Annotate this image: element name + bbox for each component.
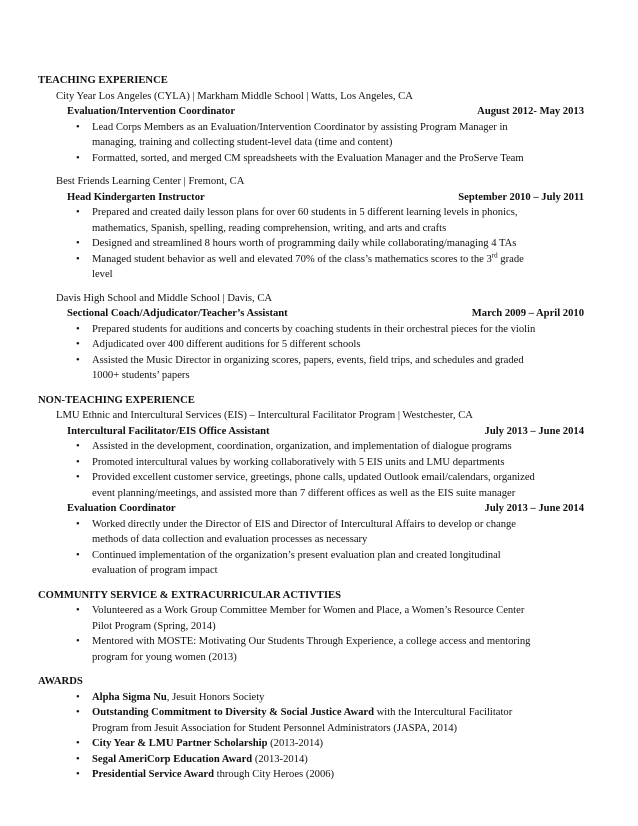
list-item [38, 470, 584, 501]
job-dates: September 2010 – July 2011 [458, 191, 584, 203]
bullet-icon: • [76, 753, 80, 765]
award-detail: with the Intercultural Facilitator [374, 707, 513, 718]
award-detail: , Jesuit Honors Society [166, 691, 265, 703]
list-item [38, 767, 584, 783]
list-item [38, 705, 584, 736]
award-name: Alpha Sigma Nu [92, 691, 167, 703]
bullet-icon: • [76, 323, 80, 335]
award-line [92, 705, 584, 721]
list-item [38, 252, 584, 283]
bullet-text: Lead Corps Members as an Evaluation/Intervention Coordinator by assisting Program Manager in [92, 121, 508, 133]
bullet-text-main: Managed student behavior as well and elevated 70% of the class’s mathematics scores to the 3 [92, 253, 492, 265]
job-role-row [38, 424, 584, 440]
bullet-text: Pilot Program (Spring, 2014) [92, 620, 216, 632]
community-bullets [38, 603, 584, 665]
job-org: City Year Los Angeles (CYLA) | Markham Middle School | Watts, Los Angeles, CA [56, 90, 413, 102]
job-title: Evaluation Coordinator [67, 503, 176, 514]
award-line [92, 736, 584, 752]
job-role-row [38, 501, 584, 517]
bullet-icon: • [76, 738, 80, 749]
awards-heading: AWARDS [38, 676, 83, 687]
bullet-text: Formatted, sorted, and merged CM spreadsheets with the Evaluation Manager and the ProServe Team [92, 152, 524, 164]
list-item [38, 337, 584, 353]
teaching-heading: TEACHING EXPERIENCE [38, 75, 168, 86]
bullet-icon: • [76, 253, 80, 265]
bullet-icon: • [76, 472, 80, 483]
award-line [92, 690, 584, 706]
list-item [38, 548, 584, 579]
list-item [38, 439, 584, 455]
award-name: Segal AmeriCorp Education Award [92, 753, 253, 765]
job-role-row [38, 104, 584, 120]
award-detail: (2013-2014) [267, 738, 324, 749]
bullet-text: Volunteered as a Work Group Committee Member for Women and Place, a Women’s Resource Center [92, 605, 525, 616]
award-detail: (2013-2014) [252, 753, 308, 765]
job-org: Best Friends Learning Center | Fremont, CA [56, 176, 245, 187]
resume-page [38, 73, 584, 783]
job-org: LMU Ethnic and Intercultural Services (EIS) – Intercultural Facilitator Program | Westchester, CA [56, 410, 473, 421]
bullet-icon: • [76, 152, 80, 164]
bullet-icon: • [76, 707, 80, 718]
bullet-text: Prepared and created daily lesson plans for over 60 students in 5 different learning levels in phonics, [92, 207, 518, 218]
bullet-icon: • [76, 238, 80, 249]
award-detail: through City Heroes (2006) [214, 769, 335, 780]
ordinal-suffix: rd [491, 250, 498, 259]
bullet-text: Promoted intercultural values by working collaboratively with 5 EIS units and LMU departments [92, 456, 505, 468]
award-name: Outstanding Commitment to Diversity & Social Justice Award [92, 707, 374, 718]
list-item [38, 236, 584, 252]
bullet-icon: • [76, 354, 80, 366]
job-bullets [38, 322, 584, 384]
list-item [38, 736, 584, 752]
community-heading: COMMUNITY SERVICE & EXTRACURRICULAR ACTIVTIES [38, 589, 341, 601]
bullet-icon: • [76, 339, 80, 350]
award-line [92, 752, 584, 768]
job-role-row [38, 306, 584, 322]
job-dates: July 2013 – June 2014 [484, 503, 584, 514]
bullet-text: 1000+ students’ papers [92, 370, 190, 381]
bullet-text-tail: grade [497, 253, 524, 265]
job-bullets [38, 120, 584, 167]
bullet-text: Mentored with MOSTE: Motivating Our Students Through Experience, a college access and mentoring [92, 636, 531, 647]
bullet-icon: • [76, 636, 80, 647]
bullet-text: evaluation of program impact [92, 565, 218, 576]
bullet-text: Provided excellent customer service, greetings, phone calls, updated Outlook email/calendars, organized [92, 472, 535, 483]
bullet-text: Designed and streamlined 8 hours worth of programming daily while collaborating/managing 4 TAs [92, 238, 517, 249]
list-item [38, 455, 584, 471]
bullet-text: event planning/meetings, and assisted more than 7 different offices as well as the EIS suite manager [92, 487, 516, 499]
job-bullets [38, 439, 584, 501]
bullet-text: Continued implementation of the organization’s present evaluation plan and created longitudinal [92, 549, 501, 561]
list-item [38, 205, 584, 236]
list-item [38, 322, 584, 338]
list-item [38, 353, 584, 384]
bullet-text: level [92, 269, 113, 280]
list-item [38, 517, 584, 548]
list-item [38, 634, 584, 665]
awards-list [38, 690, 584, 783]
bullet-icon: • [76, 207, 80, 218]
bullet-text: mathematics, Spanish, spelling, reading comprehension, writing, and arts and crafts [92, 222, 447, 234]
list-item [38, 752, 584, 768]
bullet-text: Prepared students for auditions and concerts by coaching students in their orchestral pieces for the violin [92, 323, 536, 335]
bullet-text: managing, training and collecting student-level data (time and content) [92, 137, 393, 148]
list-item [38, 151, 584, 167]
list-item [38, 120, 584, 151]
job-title: Evaluation/Intervention Coordinator [67, 106, 236, 117]
job-dates: July 2013 – June 2014 [484, 425, 584, 437]
list-item [38, 603, 584, 634]
bullet-text: Assisted in the development, coordination, organization, and implementation of dialogue programs [92, 441, 512, 452]
job-title: Intercultural Facilitator/EIS Office Assistant [67, 425, 270, 437]
bullet-icon: • [76, 121, 80, 133]
job-bullets [38, 205, 584, 283]
bullet-text: Assisted the Music Director in organizing scores, papers, events, field trips, and schedules and graded [92, 354, 524, 366]
bullet-text: Worked directly under the Director of EIS and Director of Intercultural Affairs to develop or change [92, 518, 517, 530]
job-bullets [38, 517, 584, 579]
bullet-text: program for young women (2013) [92, 651, 237, 663]
award-detail-cont: Program from Jesuit Association for Student Personnel Administrators (JASPA, 2014) [92, 722, 458, 734]
award-name: Presidential Service Award [92, 769, 215, 780]
bullet-text [92, 252, 584, 268]
bullet-icon: • [76, 456, 80, 468]
job-org: Davis High School and Middle School | Davis, CA [56, 292, 273, 304]
list-item [38, 690, 584, 706]
job-title: Head Kindergarten Instructor [67, 191, 205, 203]
award-line [92, 767, 584, 783]
bullet-text: methods of data collection and evaluation processes as necessary [92, 534, 368, 545]
bullet-icon: • [76, 691, 80, 703]
non-teaching-heading: NON-TEACHING EXPERIENCE [38, 394, 195, 406]
bullet-icon: • [76, 441, 80, 452]
bullet-icon: • [76, 518, 80, 530]
job-dates: March 2009 – April 2010 [471, 308, 584, 319]
job-title: Sectional Coach/Adjudicator/Teacher’s Assistant [67, 308, 288, 319]
bullet-icon: • [76, 769, 80, 780]
job-dates: August 2012- May 2013 [477, 106, 584, 117]
job-role-row [38, 190, 584, 206]
award-name: City Year & LMU Partner Scholarship [92, 738, 268, 749]
bullet-icon: • [76, 605, 80, 616]
bullet-text: Adjudicated over 400 different auditions for 5 different schools [92, 339, 361, 350]
bullet-icon: • [76, 549, 80, 561]
